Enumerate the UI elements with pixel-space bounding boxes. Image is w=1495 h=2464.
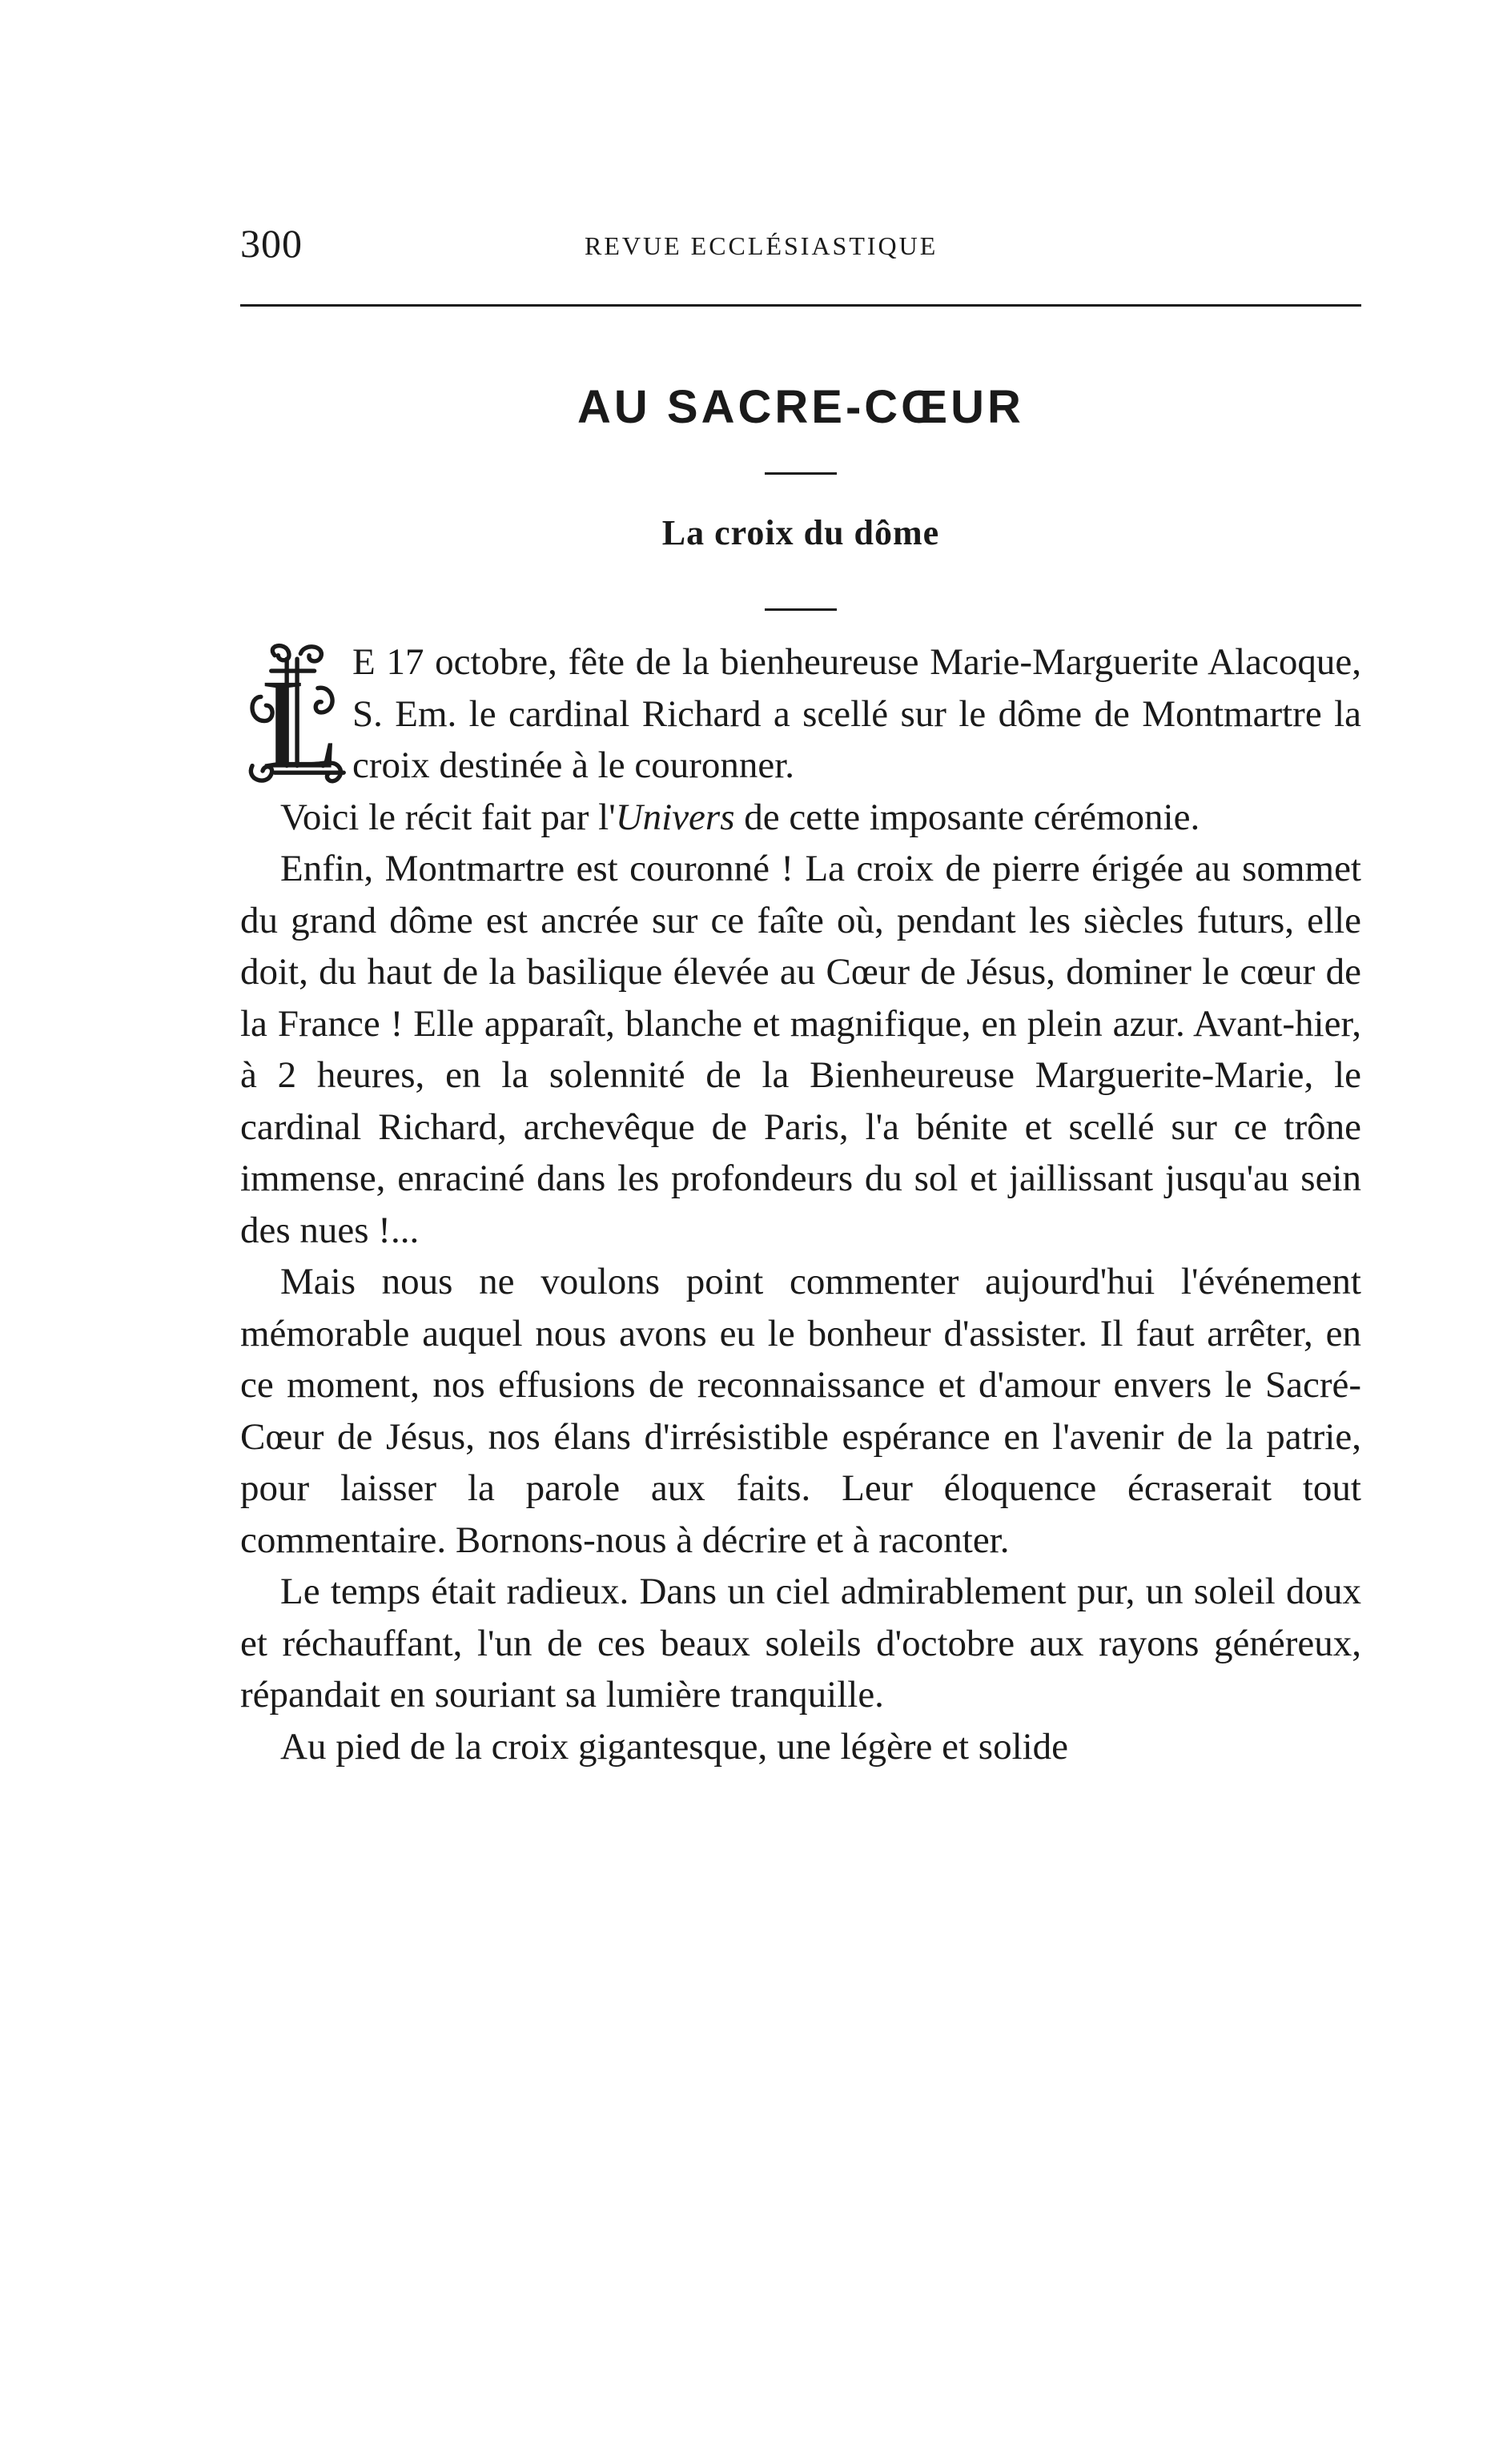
ornate-initial-icon <box>240 636 352 792</box>
title-rule <box>765 472 837 475</box>
paragraph-3: Enfin, Montmartre est couronné ! La croix de pierre érigée au sommet du grand dôme est ancrée sur ce faîte où, pendant les siècles futurs, elle doit, du haut de la basilique élevée au Cœur de Jésus, dominer le cœur de la France ! Elle apparaît, blanche et magnifique, en plein azur. Avant-hier, à 2 heures, en la solennité de la Bienheureuse Marguerite-Marie, le cardinal Richard, archevêque de Paris, l'a bénite et scellé sur ce trône immense, enraciné dans les profondeurs du sol et jaillissant jusqu'au sein des nues !... <box>240 848 1361 1251</box>
paragraph-5: Le temps était radieux. Dans un ciel admirablement pur, un soleil doux et réchauffant, l'un de ces beaux soleils d'octobre aux rayons généreux, répandait en souriant sa lumière tranquille. <box>240 1571 1361 1716</box>
source-title: Univers <box>615 796 735 838</box>
running-head: REVUE ECCLÉSIASTIQUE <box>585 231 938 260</box>
page <box>240 0 1361 2464</box>
paragraph-6: Au pied de la croix gigantesque, une légère et solide <box>280 1725 1069 1768</box>
paragraph-1-text: E 17 octobre, fête de la bienheureuse Marie-Marguerite Alacoque, S. Em. le cardinal Richard a scellé sur le dôme de Montmartre la croix destinée à le couronner. <box>352 641 1361 786</box>
article-body <box>240 636 1361 1772</box>
article-title: AU SACRE-CŒUR <box>577 381 1024 433</box>
subtitle-rule <box>765 608 837 611</box>
page-header <box>240 220 1361 276</box>
header-rule <box>240 304 1361 307</box>
paragraph-2-after: de cette imposante cérémonie. <box>734 796 1200 838</box>
article-subtitle: La croix du dôme <box>661 513 940 552</box>
paragraph-1 <box>240 636 1361 792</box>
ornate-initial-graphic <box>240 636 352 792</box>
paragraph-2 <box>240 792 1361 844</box>
paragraph-4: Mais nous ne voulons point commenter aujourd'hui l'événement mémorable auquel nous avons eu le bonheur d'assister. Il faut arrêter, en ce moment, nos effusions de reconnaissance et d'amour envers le Sacré-Cœur de Jésus, nos élans d'irrésistible espérance en l'avenir de la patrie, pour laisser la parole aux faits. Leur éloquence écraserait tout commentaire. Bornons-nous à décrire et à raconter. <box>240 1261 1361 1561</box>
dropcap-letter: L <box>261 652 340 792</box>
page-number: 300 <box>240 221 303 266</box>
paragraph-2-before: Voici le récit fait par l' <box>280 796 616 838</box>
